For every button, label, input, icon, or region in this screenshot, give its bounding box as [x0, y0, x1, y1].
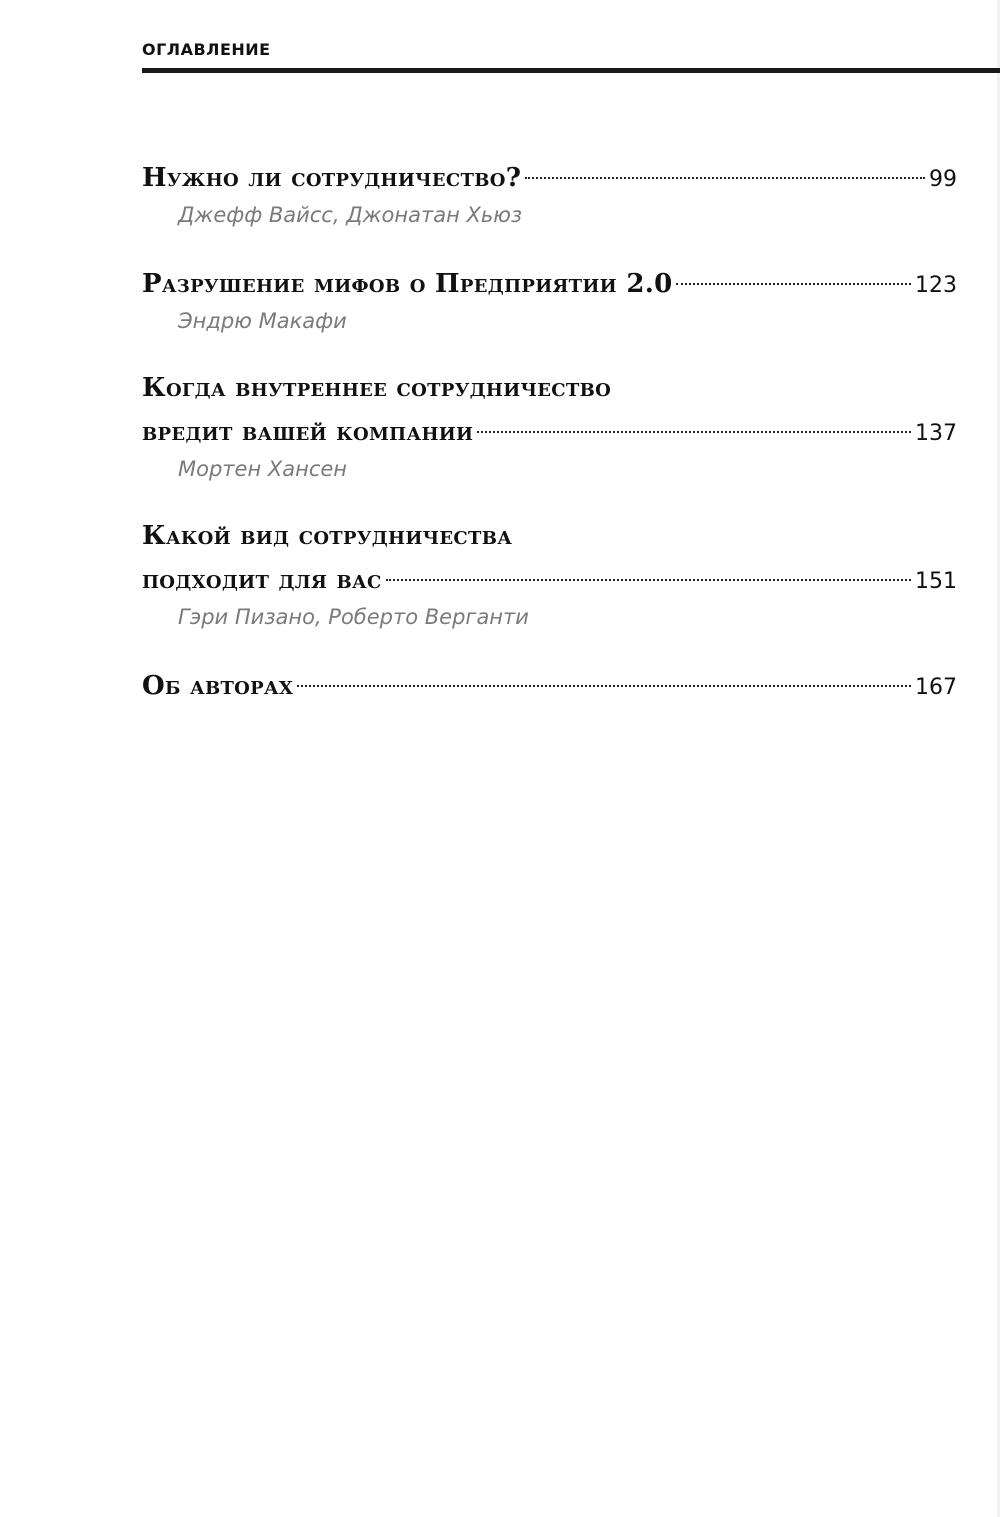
toc-title-line-1[interactable]: Какой вид сотрудничества [142, 521, 513, 551]
toc-authors: Гэри Пизано, Роберто Верганти [178, 605, 529, 629]
toc-entry[interactable] [142, 156, 957, 230]
toc-entry[interactable] [142, 262, 957, 336]
toc-title[interactable]: подходит для вас [142, 565, 382, 595]
dot-leader [386, 579, 911, 581]
toc-title-line[interactable] [142, 410, 957, 454]
page-number[interactable]: 137 [915, 421, 957, 446]
toc-authors: Мортен Хансен [178, 457, 348, 481]
toc-title[interactable]: вредит вашей компании [142, 417, 474, 447]
page-number[interactable]: 123 [915, 273, 957, 298]
toc-entry[interactable] [142, 664, 957, 708]
toc-title[interactable]: Нужно ли сотрудничество? [142, 163, 522, 193]
toc-title-line[interactable] [142, 664, 957, 708]
header-rule [142, 68, 1000, 73]
toc-title-line[interactable] [142, 262, 957, 306]
toc-entry[interactable] [142, 514, 957, 632]
dot-leader [676, 283, 911, 285]
toc-entry[interactable] [142, 366, 957, 484]
toc-authors: Эндрю Макафи [178, 309, 347, 333]
dot-leader [525, 177, 925, 179]
toc-title-line[interactable] [142, 558, 957, 602]
toc-title-line[interactable] [142, 156, 957, 200]
page-number[interactable]: 167 [915, 675, 957, 700]
dot-leader [477, 431, 911, 433]
toc-title-line-1[interactable]: Когда внутреннее сотрудничество [142, 373, 612, 403]
running-head: ОГЛАВЛЕНИЕ [142, 40, 271, 59]
page-number[interactable]: 99 [929, 167, 957, 192]
toc-title[interactable]: Об авторах [142, 671, 294, 701]
dot-leader [297, 685, 911, 687]
toc-title[interactable]: Разрушение мифов о Предприятии 2.0 [142, 269, 673, 299]
toc-authors: Джефф Вайсс, Джонатан Хьюз [178, 203, 523, 227]
page-number[interactable]: 151 [915, 569, 957, 594]
